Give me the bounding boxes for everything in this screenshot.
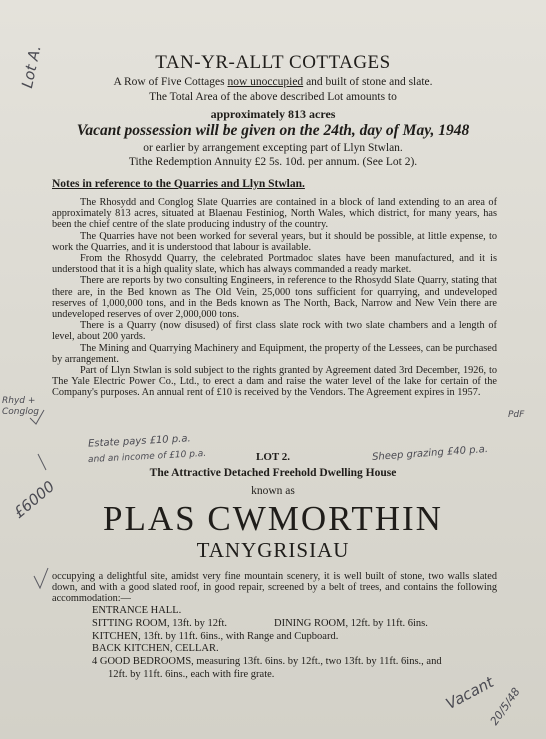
lot2-place: TANYGRISIAU — [196, 538, 350, 562]
room-item: 4 GOOD BEDROOMS, measuring 13ft. 6ins. by 12ft., two 13ft. by 11ft. 6ins., and — [92, 656, 442, 668]
lot1-title: TAN-YR-ALLT COTTAGES — [155, 52, 391, 73]
notes-paragraph: The Quarries have not been worked for several years, but it should be possible, at little expense, to work the Quarries, and it is understood that labour is available. — [52, 230, 497, 253]
handwritten-price: £6000 — [10, 477, 59, 522]
notes-paragraph: The Mining and Quarrying Machinery and Equipment, the property of the Lessees, can be purchased by arrangement. — [52, 342, 497, 365]
room-item: SITTING ROOM, 13ft. by 12ft. — [92, 617, 228, 629]
lot2-description: occupying a delightful site, amidst very fine mountain scenery, it is well built of stone, two walls slated down, and with a good slated roof, in good repair, screened by a belt of trees, and contains the following accommodation:— — [52, 571, 497, 605]
notes-heading: Notes in reference to the Quarries and Llyn Stwlan. — [52, 178, 305, 190]
handwritten-margin-initials: PdF — [508, 410, 525, 420]
handwritten-margin-quarries: Rhyd + Conglog — [2, 396, 39, 417]
notes-paragraph: From the Rhosydd Quarry, the celebrated Portmadoc slates have been manufactured, and it is understood that it is a high quality slate, which has always commanded a ready market. — [52, 253, 497, 276]
handwritten-rent-note-2: and an income of £10 p.a. — [87, 448, 207, 466]
lot2-known-as: known as — [251, 485, 295, 497]
lot1-line1-pre: A Row of Five Cottages — [113, 76, 228, 88]
handwritten-date: 20/5/48 — [487, 685, 523, 728]
lot2-name: PLAS CWMORTHIN — [103, 499, 443, 538]
room-item: KITCHEN, 13ft. by 11ft. 6ins., with Range and Cupboard. — [92, 630, 339, 642]
lot1-line1-underlined: now unoccupied — [227, 76, 304, 88]
notes-paragraph: Part of Llyn Stwlan is sold subject to the rights granted by Agreement dated 3rd December, 1926, to The Yale Electric Power Co., Ltd., to erect a dam and raise the water level of the lake for certain of the Company's purposes. An annual rent of £10 is received by the Vendors. The Agreement expires in 1957. — [52, 365, 497, 399]
lot1-tithe: Tithe Redemption Annuity £2 5s. 10d. per annum. (See Lot 2). — [128, 156, 418, 168]
room-item: DINING ROOM, 12ft. by 11ft. 6ins. — [274, 617, 428, 629]
lot2-subtitle: The Attractive Detached Freehold Dwelling House — [149, 467, 397, 479]
room-item: BACK KITCHEN, CELLAR. — [92, 643, 219, 655]
handwritten-rent-note-1: Estate pays £10 p.a. — [87, 433, 191, 450]
vacant-possession: Vacant possession will be given on the 24th, day of May, 1948 — [76, 122, 470, 139]
handwritten-grazing-note: Sheep grazing £40 p.a. — [371, 443, 489, 464]
lot1-line1-post: and built of stone and slate. — [303, 76, 433, 88]
notes-paragraph: There are reports by two consulting Engineers, in reference to the Rhosydd Slate Quarry, stating that there are, in the Bed known as The Old Vein, 25,000 tons sufficient for quarrying, and undeveloped reserves of 1,000,000 tons, and in the Beds known as The North, Back, Narrow and New Vein there are undeveloped reserves of over 2,000,000 tons. — [52, 275, 497, 321]
lot2-label: LOT 2. — [255, 451, 291, 463]
lot1-line2: The Total Area of the above described Lot amounts to — [149, 91, 397, 103]
room-item: 12ft. by 11ft. 6ins., each with fire grate. — [108, 668, 275, 680]
lot1-acres: approximately 813 acres — [210, 107, 336, 121]
handwritten-lot-note: Lot A. — [18, 43, 45, 90]
notes-paragraph: The Rhosydd and Conglog Slate Quarries are contained in a block of land extending to an area of approximately 813 acres, situated at Blaenau Festiniog, North Wales, which district, for many years, has been the chief centre of the slate producing industry of the country. — [52, 197, 497, 231]
handwritten-vacant-signature: Vacant — [442, 673, 497, 713]
notes-paragraph: There is a Quarry (now disused) of first class slate rock with two slate chambers and a length of level, about 200 yards. — [52, 320, 497, 343]
room-item: ENTRANCE HALL. — [92, 605, 182, 616]
lot1-arrangement: or earlier by arrangement excepting part of Llyn Stwlan. — [143, 142, 403, 154]
